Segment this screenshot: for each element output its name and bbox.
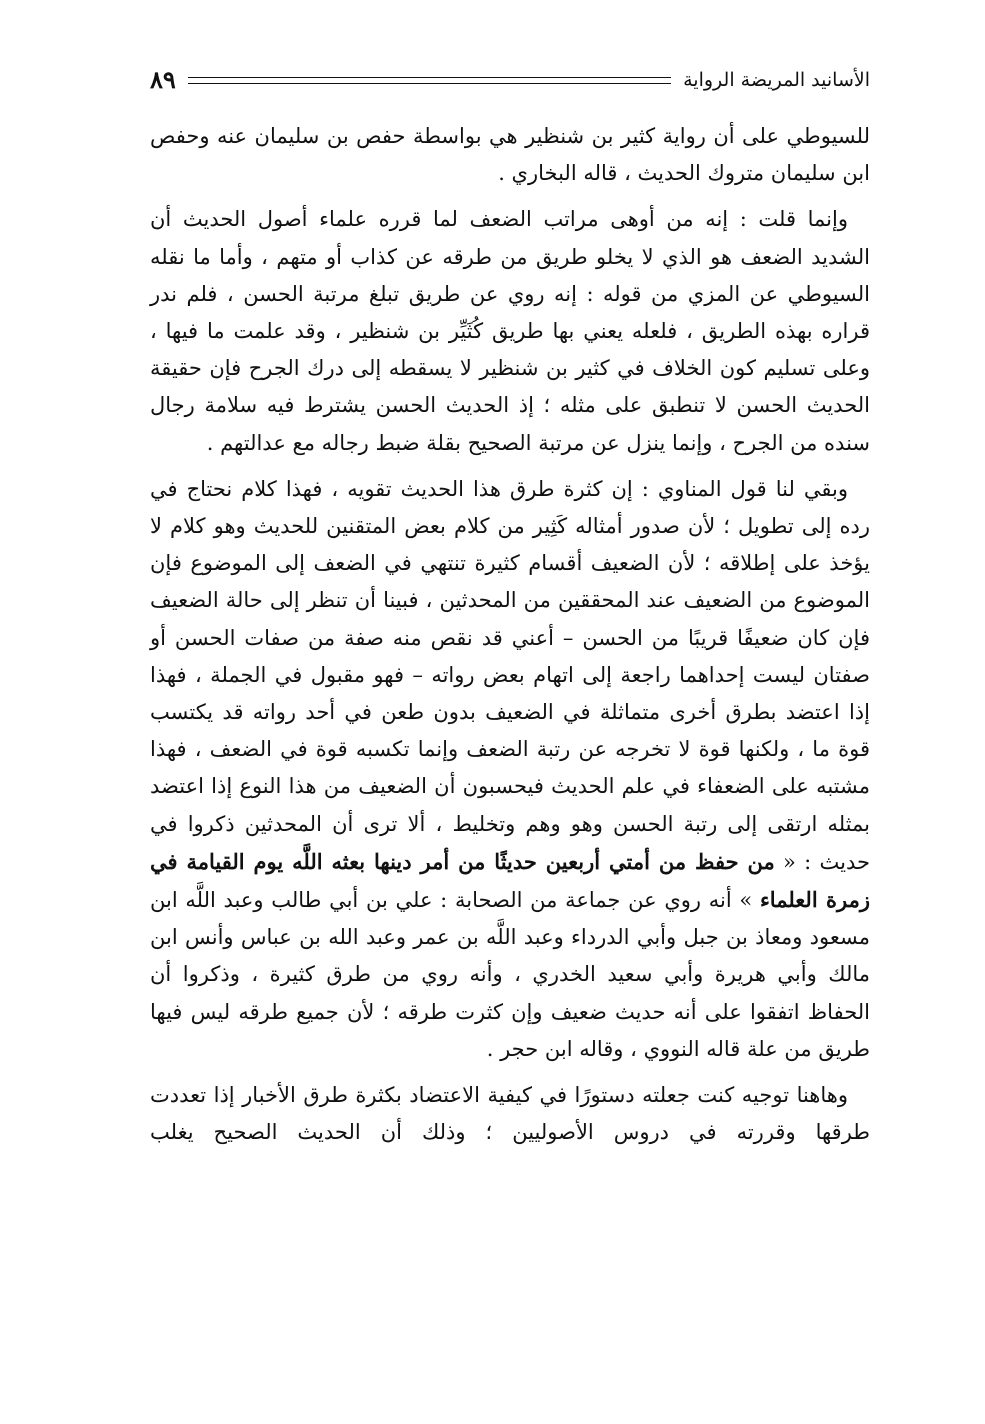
page-number: ٨٩ [150, 65, 176, 94]
paragraph-text-after-hadith: » أنه روي عن جماعة من الصحابة : علي بن أبي طالب وعبد اللَّه ابن مسعود ومعاذ بن جبل وأبي الدرداء وعبد اللَّه بن عمر وعبد الله بن عباس وأنس ابن مالك وأبي هريرة وأبي سعيد الخدري ، وأنه روي من طرق كثيرة ، وذكروا أن الحفاظ اتفقوا على أنه حديث ضعيف وإن كثرت طرقه ؛ لأن جميع طرقه ليس فيها طريق من علة قاله النووي ، وقاله ابن حجر . [150, 888, 870, 1061]
book-page [150, 60, 870, 1290]
hadith-quote: من حفظ من أمتي أربعين حديثًا من أمر دينها بعثه اللَّه يوم القيامة في زمرة العلماء [150, 848, 870, 913]
paragraph-continuation: للسيوطي على أن رواية كثير بن شنظير هي بواسطة حفص بن سليمان عنه وحفص ابن سليمان متروك الحديث ، قاله البخاري . [150, 124, 870, 186]
paragraph-munawi-response [150, 471, 870, 1068]
paragraph-guidance: وهاهنا توجيه كنت جعلته دستورًا في كيفية الاعتضاد بكثرة طرق الأخبار إذا تعددت طرقها وقررته في دروس الأصوليين ؛ وذلك أن الحديث الصحيح يغلب [150, 1083, 870, 1145]
running-title: الأسانيد المريضة الرواية [683, 68, 870, 91]
header-double-rule [188, 77, 671, 84]
paragraph-text-before-hadith: وبقي لنا قول المناوي : إن كثرة طرق هذا الحديث تقويه ، فهذا كلام نحتاج في رده إلى تطويل ؛ لأن صدور أمثاله كَثِير من كلام بعض المتقنين للحديث وهو كلام لا يؤخذ على إطلاقه ؛ لأن الضعيف أقسام كثيرة تنتهي في الضعف إلى الموضوع فإن الموضوع من الضعيف عند المحققين من المحدثين ، فبينا أن تنظر إلى حالة الضعيف فإن كان ضعيفًا قريبًا من الحسن – أعني قد نقص منه صفة من صفات الحسن أو صفتان ليست إحداهما راجعة إلى اتهام بعض رواته – فهو مقبول في الجملة ، فهذا إذا اعتضد بطرق أخرى متماثلة في الضعيف بدون طعن في أحد رواته قد يكتسب قوة ما ، ولكنها قوة لا تخرجه عن رتبة الضعف وإنما تكسبه قوة في الضعف ، فهذا مشتبه على الضعفاء في علم الحديث فيحسبون أن الضعيف من هذا النوع إذا اعتضد بمثله ارتقى إلى رتبة الحسن وهو وهم وتخليط ، ألا ترى أن المحدثين ذكروا في حديث : « [150, 476, 871, 874]
body-text [150, 118, 870, 1151]
page-header [150, 60, 870, 100]
paragraph-weakness-levels: وإنما قلت : إنه من أوهى مراتب الضعف لما قرره علماء أصول الحديث أن الشديد الضعف هو الذي لا يخلو طريق من طرقه عن كذاب أو متهم ، وأما ما نقله السيوطي عن المزي من قوله : إنه روي عن طريق تبلغ مرتبة الحسن ، فلم ندر قراره بهذه الطريق ، فلعله يعني بها طريق كُثَيِّر بن شنظير ، وقد علمت ما فيها ، وعلى تسليم كون الخلاف في كثير بن شنظير لا يسقطه إلى درك الجرح فإن حقيقة الحديث الحسن لا تنطبق على مثله ؛ إذ الحديث الحسن يشترط فيه سلامة رجال سنده من الجرح ، وإنما ينزل عن مرتبة الصحيح بقلة ضبط رجاله مع عدالتهم . [150, 207, 870, 455]
